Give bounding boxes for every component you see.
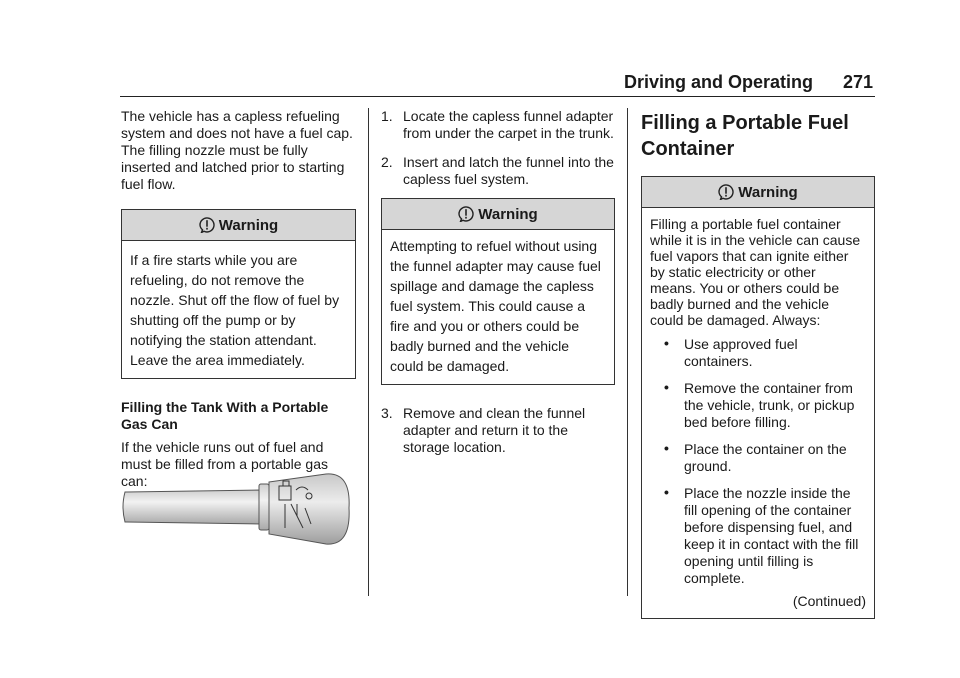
- step-text: Insert and latch the funnel into the capless fuel system.: [403, 154, 614, 187]
- bullet-icon: •: [664, 379, 669, 395]
- warning-line: fuel system. This could cause a: [390, 298, 586, 314]
- list-item: [650, 380, 866, 431]
- warning-line: badly burned and the vehicle: [390, 338, 570, 354]
- warning-line: shutting off the pump or by: [130, 312, 296, 328]
- warning-line: Attempting to refuel without using: [390, 238, 598, 254]
- bullet-text: Use approved fuel containers.: [684, 336, 798, 369]
- bullet-text: Remove the container from the vehicle, trunk, or pickup bed before filling.: [684, 380, 855, 430]
- bullet-icon: •: [664, 440, 669, 456]
- warning-line: means. You or others could be: [650, 280, 840, 296]
- step-text: Locate the capless funnel adapter from under the carpet in the trunk.: [403, 108, 614, 141]
- warning-line: spillage and damage the capless: [390, 278, 594, 294]
- continued-note: (Continued): [792, 593, 866, 609]
- bullet-icon: •: [664, 484, 669, 500]
- warning-line: could be damaged. Always:: [650, 312, 821, 328]
- warning-line: fire and you or others could be: [390, 318, 580, 334]
- warning-line: by static electricity or other: [650, 264, 816, 280]
- warning-line: badly burned and the vehicle: [650, 296, 830, 312]
- bullet-text: Place the nozzle inside the fill opening of the container before dispensing fuel, and keep it in contact with the fill opening until filling is complete.: [684, 485, 859, 586]
- list-item: [381, 108, 615, 142]
- list-item: [650, 441, 866, 475]
- warning-line: the funnel adapter may cause fuel: [390, 258, 601, 274]
- warning-icon: [718, 184, 734, 200]
- warning-header: [382, 199, 614, 230]
- column-divider: [368, 108, 369, 596]
- page-header: [120, 70, 875, 97]
- warning-header: [642, 177, 874, 208]
- warning-box-funnel: [381, 198, 615, 385]
- warning-title: Warning: [738, 184, 798, 201]
- warning-icon: [199, 217, 215, 233]
- column-divider: [627, 108, 628, 596]
- section-title: Driving and Operating: [623, 72, 813, 92]
- step-text: Remove and clean the funnel adapter and return it to the storage location.: [403, 405, 586, 455]
- steps-list: [381, 108, 615, 188]
- step-number: 2.: [381, 154, 393, 170]
- warning-body: [642, 208, 874, 618]
- body-paragraph: If the vehicle runs out of fuel and must be filled from a portable gas can:: [121, 439, 328, 489]
- column-right: [641, 108, 875, 639]
- list-item: [381, 154, 615, 188]
- bullet-icon: •: [664, 335, 669, 351]
- intro-paragraph: The vehicle has a capless refueling system and does not have a fuel cap. The filling nozzle must be fully inserted and latched prior to starting fuel flow.: [121, 108, 353, 192]
- subheading-portable-gas-can: Filling the Tank With a Portable Gas Can: [121, 399, 329, 432]
- warning-body: [122, 241, 355, 378]
- column-middle: [381, 108, 615, 470]
- warning-line: Filling a portable fuel container: [650, 216, 841, 232]
- warning-box-portable-container: [641, 176, 875, 619]
- step-number: 3.: [381, 405, 393, 421]
- bullet-text: Place the container on the ground.: [684, 441, 847, 474]
- list-item: [650, 336, 866, 370]
- steps-list-continued: [381, 405, 615, 456]
- warning-body: [382, 230, 614, 384]
- bullet-list: [650, 336, 866, 587]
- warning-line: notifying the station attendant.: [130, 332, 317, 348]
- page-number: 271: [842, 72, 873, 92]
- list-item: [381, 405, 615, 456]
- warning-line: while it is in the vehicle can cause: [650, 232, 861, 248]
- warning-header: [122, 210, 355, 241]
- warning-line: If a fire starts while you are: [130, 252, 298, 268]
- warning-line: refueling, do not remove the: [130, 272, 305, 288]
- column-left: [121, 108, 356, 502]
- list-item: [650, 485, 866, 587]
- warning-line: nozzle. Shut off the flow of fuel by: [130, 292, 340, 308]
- warning-title: Warning: [478, 206, 538, 223]
- warning-line: Leave the area immediately.: [130, 352, 305, 368]
- warning-icon: [458, 206, 474, 222]
- funnel-adapter-illustration: [121, 468, 353, 552]
- warning-line: fuel vapors that can ignite either: [650, 248, 849, 264]
- step-number: 1.: [381, 108, 393, 124]
- warning-title: Warning: [218, 217, 279, 234]
- warning-line: could be damaged.: [390, 358, 510, 374]
- section-heading: Filling a Portable Fuel Container: [641, 112, 849, 160]
- warning-box-fire: [121, 209, 356, 379]
